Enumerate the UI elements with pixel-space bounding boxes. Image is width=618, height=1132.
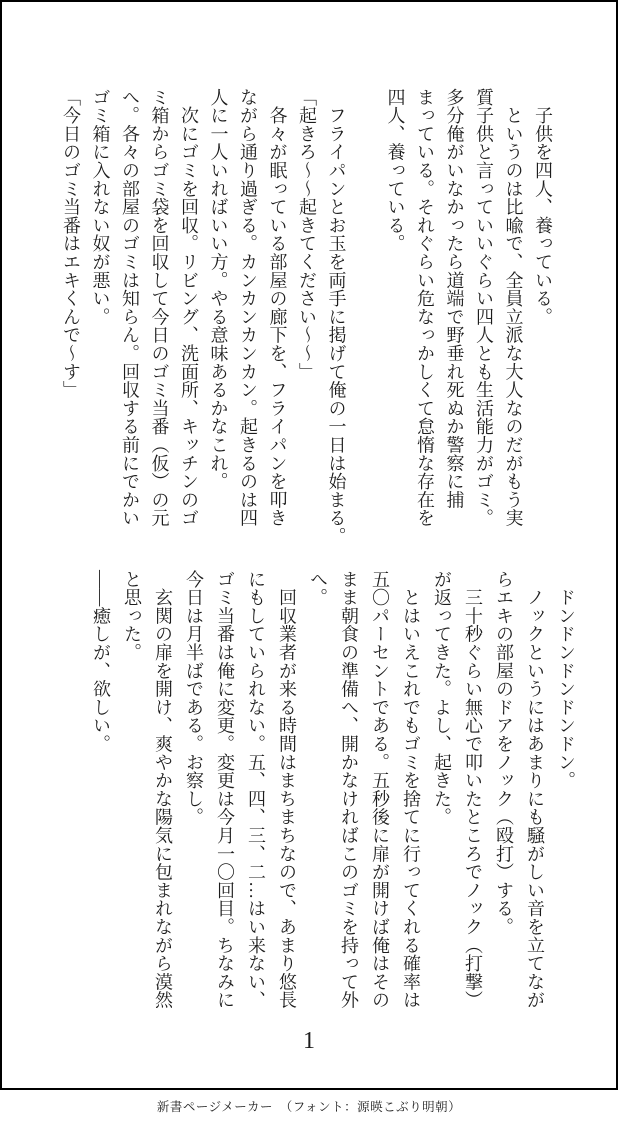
vertical-text-section-2 bbox=[85, 570, 581, 1022]
text-line: 子供を四人、養っている。 bbox=[533, 88, 553, 326]
text-line: 質子供と言っていいぐらい四人とも生活能力がゴミ。 bbox=[474, 88, 494, 528]
text-line: まま朝食の準備へ、開かなければこのゴミを持って外 bbox=[339, 570, 359, 1010]
text-line: ながら通り過ぎる。カンカンカンカン。起きるのは四 bbox=[238, 88, 258, 528]
text-line: ドンドンドンドンドン。 bbox=[556, 570, 576, 790]
text-line: 四人、養っている。 bbox=[385, 88, 406, 253]
text-line: とはいえこれでもゴミを捨てに行ってくれる確率は bbox=[401, 570, 421, 1010]
text-line: にもしていられない。五、四、三、二…はい来ない、 bbox=[246, 570, 266, 1010]
text-line: ゴミ箱に入れない奴が悪い。 bbox=[90, 88, 111, 326]
text-line: が返ってきた。よし、起きた。 bbox=[432, 570, 452, 827]
text-line: 「起きろ～～起きてください～～」 bbox=[297, 88, 317, 381]
text-line: ミ箱からゴミ袋を回収して今日のゴミ当番（仮）の元 bbox=[149, 88, 170, 528]
text-line: ゴミ当番は俺に変更。変更は今月一〇回目。ちなみに bbox=[215, 570, 235, 1010]
vertical-text-section-1 bbox=[56, 88, 558, 546]
text-line: 多分俺がいなかったら道端で野垂れ死ぬか警察に捕 bbox=[444, 88, 465, 509]
text-line: 回収業者が来る時間はまちまちなので、あまり悠長 bbox=[277, 570, 297, 1010]
text-line: フライパンとお玉を両手に掲げて俺の一日は始まる。 bbox=[326, 88, 347, 546]
text-line: 五〇パーセントである。五秒後に扉が開けば俺はその bbox=[370, 570, 390, 1010]
text-line: 三十秒ぐらい無心で叩いたところでノック（打撃） bbox=[463, 570, 483, 1010]
text-line: 玄関の扉を開け、爽やかな陽気に包まれながら漠然 bbox=[153, 570, 173, 1010]
text-line: というのは比喩で、全員立派な大人なのだがもう実 bbox=[503, 88, 524, 528]
text-line: ――癒しが、欲しい。 bbox=[91, 570, 111, 753]
text-line: まっている。それぐらい危なっかしくて怠惰な存在を bbox=[415, 88, 435, 528]
text-line: 「今日のゴミ当番はエキくんで～す」 bbox=[61, 88, 81, 400]
footer-caption: 新書ページメーカー （フォント：源暎こぶり明朝） bbox=[156, 1100, 462, 1114]
text-line: へ。各々の部屋のゴミは知らん。回収する前にでかい bbox=[120, 88, 140, 528]
text-line: 人に一人いればいい方。やる意味あるかなこれ。 bbox=[208, 88, 229, 491]
text-line: 今日は月半ばである。お察し。 bbox=[184, 570, 204, 827]
text-line: らエキの部屋のドアをノック（殴打）する。 bbox=[494, 570, 514, 936]
text-line: 次にゴミを回収。リビング、洗面所、キッチンのゴ bbox=[179, 88, 199, 528]
page-number: 1 bbox=[303, 1028, 315, 1054]
text-line: へ。 bbox=[308, 570, 328, 607]
text-line: と思った。 bbox=[122, 570, 142, 662]
text-line: 各々が眠っている部屋の廊下を、フライパンを叩き bbox=[267, 88, 288, 528]
text-line: ノックというにはあまりにも騒がしい音を立てなが bbox=[525, 570, 545, 1010]
blank-line bbox=[351, 88, 381, 540]
